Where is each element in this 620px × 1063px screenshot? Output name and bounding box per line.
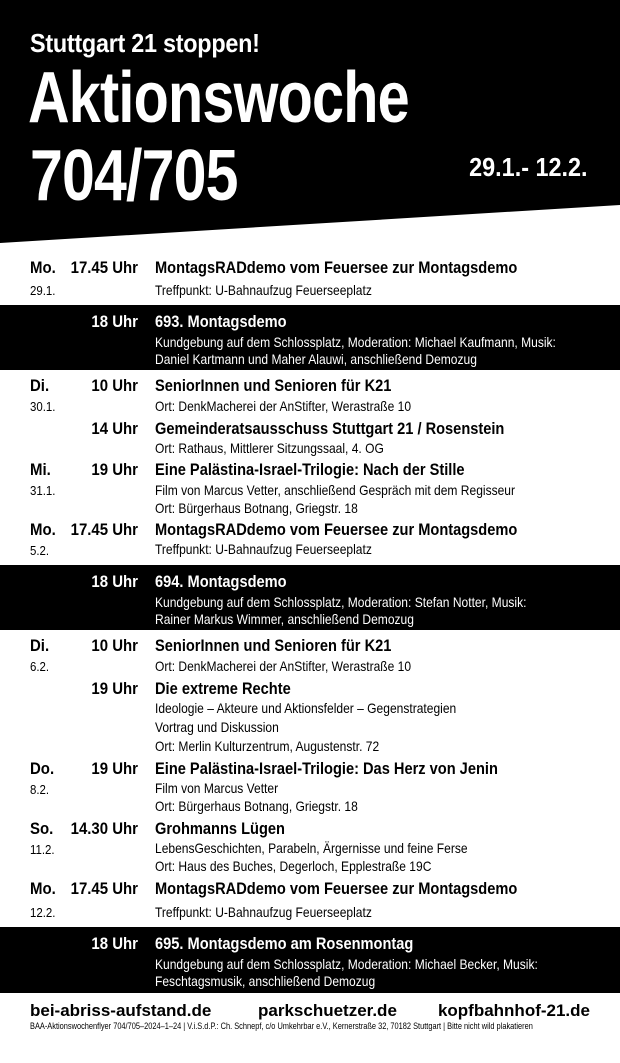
event-day: So.: [30, 819, 54, 838]
event-time: 17.45 Uhr: [70, 520, 138, 539]
event-title: SeniorInnen und Senioren für K21: [155, 376, 392, 395]
event-date: 11.2.: [30, 842, 55, 857]
event-title: 694. Montagsdemo: [155, 572, 287, 591]
event-detail: Ort: DenkMacherei der AnStifter, Werastraße 10: [155, 658, 412, 674]
event-time: 17.45 Uhr: [70, 258, 138, 277]
event-title: 693. Montagsdemo: [155, 312, 287, 331]
event-detail: Ort: Haus des Buches, Degerloch, Epplestraße 19C: [155, 858, 432, 874]
event-detail: Ort: Bürgerhaus Botnang, Griegstr. 18: [155, 500, 358, 516]
event-date: 6.2.: [30, 659, 50, 674]
event-detail: Ort: DenkMacherei der AnStifter, Werastraße 10: [155, 398, 412, 414]
event-date: 5.2.: [30, 543, 50, 558]
event-detail: Treffpunkt: U-Bahnaufzug Feuerseeplatz: [155, 904, 372, 920]
event-title: MontagsRADdemo vom Feuersee zur Montagsdemo: [155, 520, 518, 539]
event-title: Eine Palästina-Israel-Trilogie: Nach der Stille: [155, 460, 465, 479]
event-title: MontagsRADdemo vom Feuersee zur Montagsdemo: [155, 879, 518, 898]
footer-links: [30, 1001, 590, 1021]
event-day: Do.: [30, 759, 55, 778]
event-detail: Kundgebung auf dem Schlossplatz, Moderation: Michael Kaufmann, Musik:: [155, 334, 556, 350]
title-line-1: Aktionswoche: [28, 58, 409, 138]
title-line-2: 704/705: [30, 136, 238, 216]
event-row: [0, 460, 620, 518]
event-time: 19 Uhr: [91, 679, 138, 698]
event-time: 10 Uhr: [91, 376, 138, 395]
event-detail: Film von Marcus Vetter, anschließend Gespräch mit dem Regisseur: [155, 482, 516, 498]
event-row: [0, 520, 620, 562]
event-day: Mo.: [30, 258, 56, 277]
event-time: 19 Uhr: [91, 759, 138, 778]
event-date: 31.1.: [30, 483, 56, 498]
event-time: 14.30 Uhr: [70, 819, 138, 838]
event-time: 14 Uhr: [91, 419, 138, 438]
event-row: [0, 376, 620, 418]
event-row: [0, 636, 620, 678]
link-parkschuetzer[interactable]: parkschuetzer.de: [258, 1001, 397, 1020]
event-time: 17.45 Uhr: [70, 879, 138, 898]
event-title: Die extreme Rechte: [155, 679, 291, 698]
event-time: 18 Uhr: [91, 934, 138, 953]
event-row: [0, 419, 620, 459]
link-bei-abriss-aufstand[interactable]: bei-abriss-aufstand.de: [30, 1001, 212, 1020]
header-banner: [0, 0, 620, 245]
event-date: 12.2.: [30, 905, 56, 920]
event-row: [0, 759, 620, 817]
subtitle: Stuttgart 21 stoppen!: [30, 28, 260, 58]
event-time: 10 Uhr: [91, 636, 138, 655]
event-day: Di.: [30, 636, 50, 655]
event-detail: Film von Marcus Vetter: [155, 780, 279, 796]
event-row-highlight: [0, 927, 620, 993]
event-title: MontagsRADdemo vom Feuersee zur Montagsdemo: [155, 258, 518, 277]
event-detail: LebensGeschichten, Parabeln, Ärgernisse und feine Ferse: [155, 840, 468, 856]
event-row: [0, 256, 620, 302]
event-title: Eine Palästina-Israel-Trilogie: Das Herz von Jenin: [155, 759, 498, 778]
event-row-highlight: [0, 565, 620, 630]
event-date: 30.1.: [30, 399, 56, 414]
event-day: Di.: [30, 376, 50, 395]
event-detail: Kundgebung auf dem Schlossplatz, Moderation: Stefan Notter, Musik:: [155, 594, 527, 610]
event-row: [0, 879, 620, 924]
event-detail: Treffpunkt: U-Bahnaufzug Feuerseeplatz: [155, 282, 372, 298]
event-detail: Daniel Kartmann und Maher Alauwi, anschließend Demozug: [155, 351, 477, 367]
event-day: Mi.: [30, 460, 51, 479]
event-title: Gemeinderatsausschuss Stuttgart 21 / Rosenstein: [155, 419, 505, 438]
date-range: 29.1.- 12.2.: [469, 152, 588, 182]
imprint: BAA-Aktionswochenflyer 704/705–2024–1–24 | V.i.S.d.P.: Ch. Schnepf, c/o Umkehrbar e.V., Kernerstraße 32, 70182 Stuttgart | Bitte nicht wild plakatieren: [30, 1021, 533, 1032]
event-detail: Ideologie – Akteure und Aktionsfelder – Gegenstrategien: [155, 700, 457, 716]
event-time: 18 Uhr: [91, 572, 138, 591]
event-detail: Rainer Markus Wimmer, anschließend Demozug: [155, 611, 414, 627]
event-detail: Ort: Bürgerhaus Botnang, Griegstr. 18: [155, 798, 358, 814]
event-date: 29.1.: [30, 283, 56, 298]
event-detail: Ort: Merlin Kulturzentrum, Augustenstr. 72: [155, 738, 380, 754]
event-row: [0, 819, 620, 877]
event-title: SeniorInnen und Senioren für K21: [155, 636, 392, 655]
event-title: 695. Montagsdemo am Rosenmontag: [155, 934, 414, 953]
event-date: 8.2.: [30, 782, 50, 797]
event-detail: Feschtagsmusik, anschließend Demozug: [155, 973, 376, 989]
event-detail: Kundgebung auf dem Schlossplatz, Moderation: Michael Becker, Musik:: [155, 956, 538, 972]
link-kopfbahnhof-21[interactable]: kopfbahnhof-21.de: [437, 1001, 590, 1020]
event-day: Mo.: [30, 520, 56, 539]
event-time: 19 Uhr: [91, 460, 138, 479]
event-row-highlight: [0, 305, 620, 370]
event-detail: Treffpunkt: U-Bahnaufzug Feuerseeplatz: [155, 541, 372, 557]
event-detail: Ort: Rathaus, Mittlerer Sitzungssaal, 4. OG: [155, 440, 384, 456]
event-title: Grohmanns Lügen: [155, 819, 285, 838]
event-day: Mo.: [30, 879, 56, 898]
event-row: [0, 679, 620, 757]
event-time: 18 Uhr: [91, 312, 138, 331]
event-detail: Vortrag und Diskussion: [155, 719, 279, 735]
